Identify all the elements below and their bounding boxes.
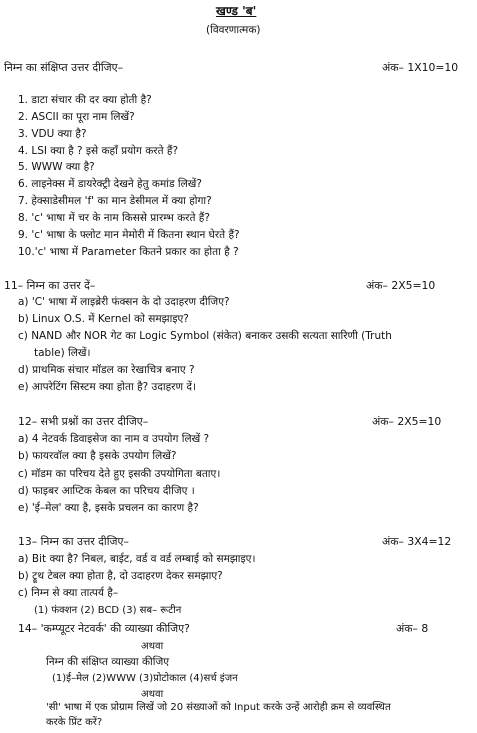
question-13c: c) निम्न से क्या तात्पर्य है– <box>18 587 119 599</box>
question-7: 7. हेक्साडेसीमल 'f' का मान डेसीमल में क्या होगा? <box>18 195 212 207</box>
question-12d: d) फाइबर आप्टिक केबल का परिचय दीजिए । <box>18 485 195 497</box>
question-12c: c) मॉडम का परिचय देते हुए इसकी उपयोगिता बताए। <box>18 468 221 480</box>
question-8: 8. 'c' भाषा में चर के नाम किससे प्रारम्भ करते हैं? <box>18 212 210 224</box>
section1-heading: निम्न का संक्षिप्त उत्तर दीजिए– <box>4 61 124 74</box>
question-2: 2. ASCII का पूरा नाम लिखें? <box>18 111 135 123</box>
question-10: 10.'c' भाषा में Parameter कितने प्रकार का होता है ? <box>18 246 239 258</box>
or-label-1: अथवा <box>141 641 164 652</box>
question-5: 5. WWW क्या है? <box>18 161 95 173</box>
question-14-alt1-items: (1)ई–मेल (2)WWW (3)प्रोटोकाल (4)सर्च इंजन <box>52 673 238 684</box>
section4-marks: अंक– 3X4=12 <box>382 535 452 548</box>
section2-heading: 11– निम्न का उत्तर दें– <box>4 279 96 292</box>
question-9: 9. 'c' भाषा के फ्लोट मान मेमोरी में कितना स्थान घेरते हैं? <box>18 229 240 241</box>
question-11d: d) प्राथमिक संचार मॉडल का रेखाचित्र बनाए ? <box>18 364 195 376</box>
question-11b: b) Linux O.S. में Kernel को समझाइए? <box>18 313 189 325</box>
question-3: 3. VDU क्या है? <box>18 128 87 140</box>
question-14-alt2-cont: करके प्रिंट करें? <box>46 717 103 728</box>
question-4: 4. LSI क्या है ? इसे कहाँ प्रयोग करते हैं? <box>18 145 179 157</box>
section2-marks: अंक– 2X5=10 <box>366 279 436 292</box>
question-13a: a) Bit क्या है? निबल, बाईट, वर्ड व वर्ड लम्बाई को समझाइए। <box>18 553 256 565</box>
question-13b: b) ट्रूथ टेबल क्या होता है, दो उदाहरण देकर समझाए? <box>18 570 223 582</box>
section5-marks: अंक– 8 <box>396 622 429 635</box>
question-11c-cont: table) लिखें। <box>34 347 91 359</box>
section4-heading: 13– निम्न का उत्तर दीजिए– <box>18 535 129 548</box>
question-14-alt1: निम्न की संक्षिप्त व्याख्या कीजिए <box>46 656 170 668</box>
section5-heading: 14– 'कम्प्यूटर नेटवर्क' की व्याख्या कीजिए? <box>18 622 190 635</box>
question-14-alt2: 'सी' भाषा में एक प्रोग्राम लिखें जो 20 संख्याओं को Input करके उन्हें आरोही क्रम से व्यवस्थित <box>46 702 391 713</box>
section-title: खण्ड 'ब' <box>216 4 257 18</box>
section-subtitle: (विवरणात्मक) <box>206 24 261 36</box>
question-1: 1. डाटा संचार की दर क्या होती है? <box>18 94 152 106</box>
or-label-2: अथवा <box>141 689 164 700</box>
question-11a: a) 'C' भाषा में लाइब्रेरी फंक्सन के दो उदाहरण दीजिए? <box>18 296 230 308</box>
section3-marks: अंक– 2X5=10 <box>372 415 442 428</box>
question-11c: c) NAND और NOR गेट का Logic Symbol (संकेत) बनाकर उसकी सत्यता सारिणी (Truth <box>18 330 392 342</box>
question-6: 6. लाइनेक्स में डायरेक्ट्री देखने हेतु कमांड लिखें? <box>18 178 202 190</box>
question-12b: b) फायरवॉल क्या है इसके उपयोग लिखें? <box>18 450 177 462</box>
question-11e: e) आपरेटिंग सिस्टम क्या होता है? उदाहरण दें। <box>18 381 196 393</box>
section1-marks: अंक– 1X10=10 <box>382 61 459 74</box>
section3-heading: 12– सभी प्रश्नों का उत्तर दीजिए– <box>18 415 149 428</box>
question-12a: a) 4 नेटवर्क डिवाइसेज का नाम व उपयोग लिखें ? <box>18 433 210 445</box>
question-13c-options: (1) फंक्शन (2) BCD (3) सब– रूटीन <box>34 605 182 616</box>
question-12e: e) 'ई–मेल' क्या है, इसके प्रचलन का कारण है? <box>18 502 199 514</box>
